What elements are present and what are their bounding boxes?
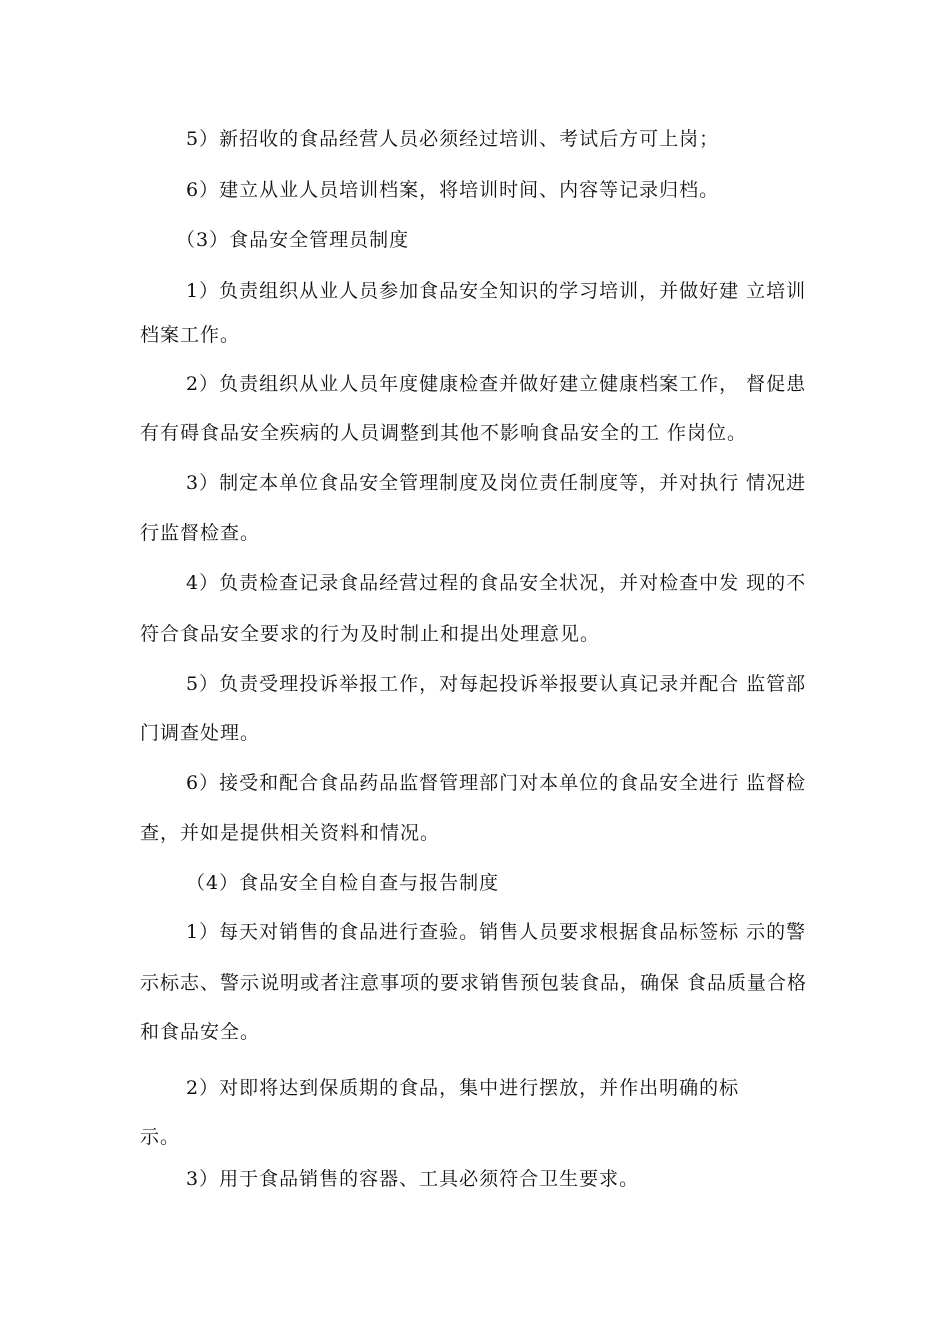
section-heading: （3）食品安全管理员制度 xyxy=(176,229,410,251)
text-line: 行监督检查。 xyxy=(140,522,261,544)
text-line: 有有碍食品安全疾病的人员调整到其他不影响食品安全的工 作岗位。 xyxy=(140,422,748,444)
section-heading: （4）食品安全自检自查与报告制度 xyxy=(186,872,500,894)
text-line: 5）负责受理投诉举报工作，对每起投诉举报要认真记录并配合 监管部 xyxy=(186,673,807,695)
text-line: 2）负责组织从业人员年度健康检查并做好建立健康档案工作， 督促患 xyxy=(186,373,807,395)
text-line: 4）负责检查记录食品经营过程的食品安全状况，并对检查中发 现的不 xyxy=(186,572,807,594)
text-line: 符合食品安全要求的行为及时制止和提出处理意见。 xyxy=(140,623,601,645)
text-line: 档案工作。 xyxy=(140,324,241,346)
text-line: 6）建立从业人员培训档案，将培训时间、内容等记录归档。 xyxy=(186,179,720,201)
text-line: 和食品安全。 xyxy=(140,1021,261,1043)
text-line: 3）用于食品销售的容器、工具必须符合卫生要求。 xyxy=(186,1168,640,1190)
text-line: 示。 xyxy=(140,1126,181,1148)
text-line: 1）每天对销售的食品进行查验。销售人员要求根据食品标签标 示的警 xyxy=(186,921,807,943)
text-line: 1）负责组织从业人员参加食品安全知识的学习培训，并做好建 立培训 xyxy=(186,280,807,302)
text-line: 门调查处理。 xyxy=(140,722,261,744)
text-line: 2）对即将达到保质期的食品，集中进行摆放，并作出明确的标 xyxy=(186,1077,740,1099)
text-line: 3）制定本单位食品安全管理制度及岗位责任制度等，并对执行 情况进 xyxy=(186,472,807,494)
text-line: 5）新招收的食品经营人员必须经过培训、考试后方可上岗； xyxy=(186,128,720,150)
text-line: 示标志、警示说明或者注意事项的要求销售预包装食品，确保 食品质量合格 xyxy=(140,972,808,994)
text-line: 查，并如是提供相关资料和情况。 xyxy=(140,822,441,844)
text-line: 6）接受和配合食品药品监督管理部门对本单位的食品安全进行 监督检 xyxy=(186,772,807,794)
